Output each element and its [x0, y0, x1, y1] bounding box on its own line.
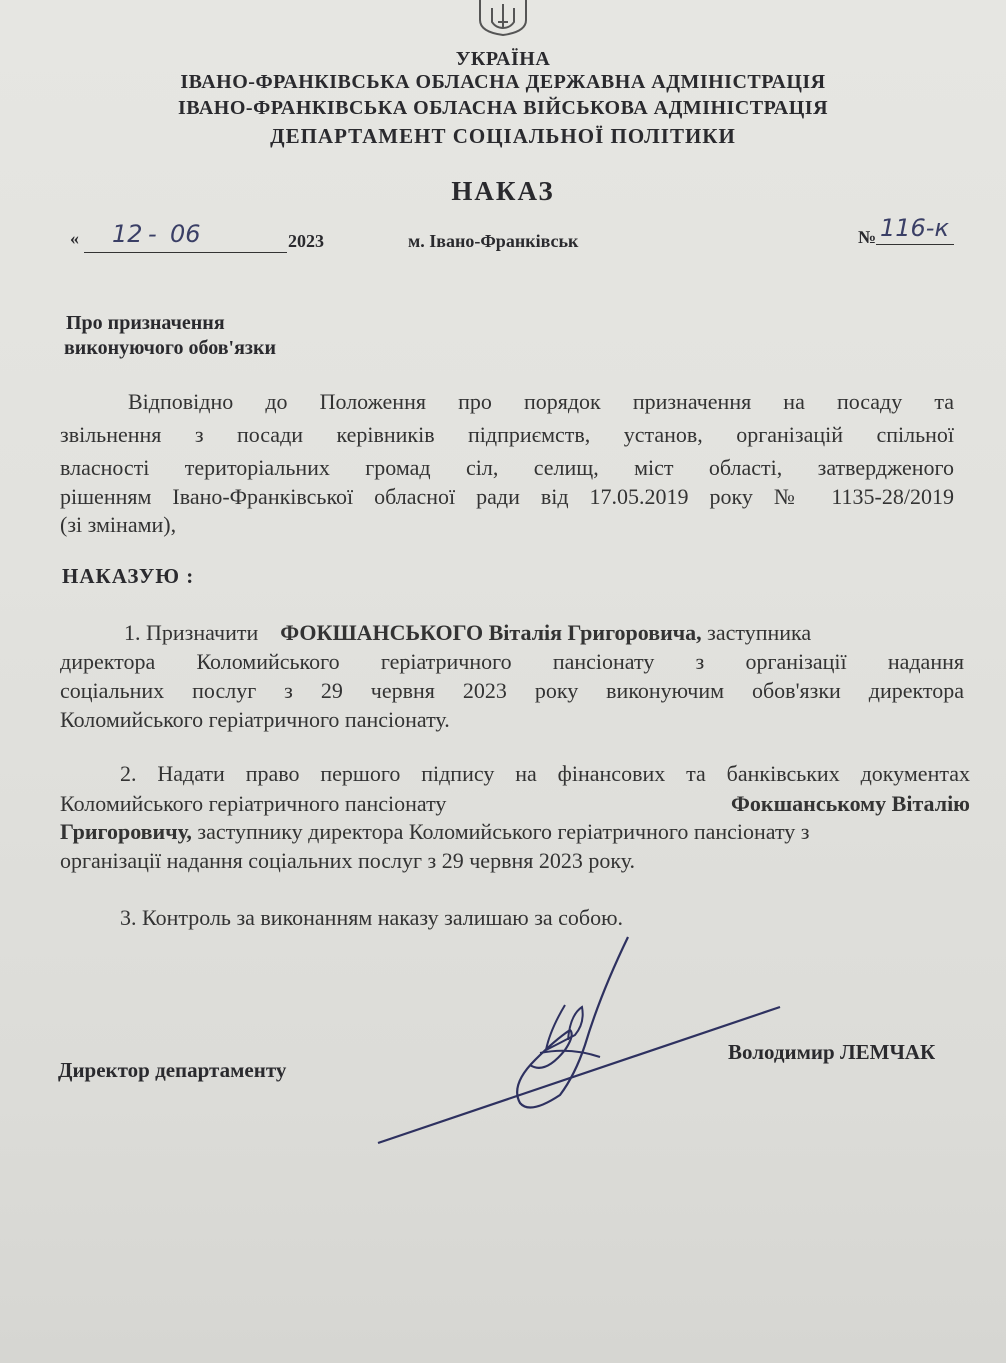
item-2-line-1: 2. Надати право першого підпису на фінансових та банківських документах	[120, 761, 970, 786]
number-prefix: №	[858, 227, 877, 247]
subject-line-2: виконуючого обов'язки	[64, 337, 276, 359]
item-3: 3. Контроль за виконанням наказу залишаю за собою.	[120, 905, 624, 930]
date-day: 12	[112, 220, 143, 248]
item-2-line-2: Коломийського геріатричного пансіонату Фокшанському Віталію	[60, 791, 970, 816]
preamble-line-1: Відповідно до Положення про порядок призначення на посаду та	[128, 389, 954, 414]
appointee-name: ФОКШАНСЬКОГО Віталія Григоровича,	[280, 620, 702, 645]
item-2-line-3: Григоровичу, заступнику директора Коломийського геріатричного пансіонату з	[60, 819, 810, 844]
item-1-line-3: соціальних послуг з 29 червня 2023 року виконуючим обов'язки директора	[60, 678, 964, 703]
date-quote: «	[70, 228, 79, 248]
signer-position: Директор департаменту	[58, 1058, 287, 1082]
order-word: НАКАЗУЮ :	[62, 564, 195, 588]
item-1-line-1: 1. Призначити ФОКШАНСЬКОГО Віталія Григоровича, заступника	[124, 620, 812, 645]
org-line-state-admin: ІВАНО-ФРАНКІВСЬКА ОБЛАСНА ДЕРЖАВНА АДМІНІСТРАЦІЯ	[180, 71, 826, 93]
item-2-line-4: організації надання соціальних послуг з 29 червня 2023 року.	[60, 848, 636, 873]
preamble-line-3: власності територіальних громад сіл, селищ, міст області, затвердженого	[60, 455, 954, 480]
org-line-military-admin: ІВАНО-ФРАНКІВСЬКА ОБЛАСНА ВІЙСЬКОВА АДМІНІСТРАЦІЯ	[177, 97, 829, 119]
document-page: УКРАЇНА ІВАНО-ФРАНКІВСЬКА ОБЛАСНА ДЕРЖАВНА АДМІНІСТРАЦІЯ ІВАНО-ФРАНКІВСЬКА ОБЛАСНА ВІЙСЬКОВА АДМІНІСТРАЦІЯ ДЕПАРТАМЕНТ СОЦІАЛЬНОЇ ПОЛІТИКИ НАКАЗ « 12 - 06 2023 м. Івано-Франківськ № 116-к Про призначення виконуючого обов'язки Відповідно до Положення про порядок призначення на посаду та звільнення з посади керівників підприємств, установ, організацій спільної власності територіальних громад сіл, селищ, міст області, затвердженого рішенням Івано-Франківської обласної ради від 17.05.2019 року № 1135-28/2019 (зі змінами), НАКАЗУЮ : 1. Призначити ФОКШАНСЬКОГО Віталія Григоровича, заступника директора Коломийського геріатричного пансіонату з організації надання соціальних послуг з 29 червня 2023 року виконуючим обов'язки директора Коломийського геріатричного пансіонату. 2. Надати право першого підпису на фінансових та банківських документах Коломийського геріатричного пансіонату Фокшанському Віталію Григоровичу, заступнику директора Коломийського геріатричного пансіонату з організації надання соціальних послуг з 29 червня 2023 року. 3. Контроль за виконанням наказу залишаю за собою. Директор департаменту Володимир ЛЕМЧАК	[0, 0, 1006, 1363]
preamble-line-2: звільнення з посади керівників підприємств, установ, організацій спільної	[60, 422, 954, 447]
country-name: УКРАЇНА	[455, 48, 551, 70]
preamble-line-4: рішенням Івано-Франківської обласної ради від 17.05.2019 року № 1135-28/2019	[60, 484, 954, 509]
subject-line-1: Про призначення	[66, 312, 225, 334]
signer-name: Володимир ЛЕМЧАК	[728, 1040, 936, 1064]
item-1-line-4: Коломийського геріатричного пансіонату.	[60, 707, 450, 732]
date-month: 06	[170, 220, 201, 248]
department-name: ДЕПАРТАМЕНТ СОЦІАЛЬНОЇ ПОЛІТИКИ	[270, 124, 736, 148]
item-1-line-2: директора Коломийського геріатричного пансіонату з організації надання	[60, 649, 964, 674]
date-year: 2023	[288, 231, 324, 251]
preamble-line-5: (зі змінами),	[60, 512, 177, 537]
handwritten-signature	[370, 935, 790, 1150]
city: м. Івано-Франківськ	[408, 231, 579, 251]
order-number: 116-к	[880, 214, 949, 242]
coat-of-arms-icon	[474, 0, 532, 36]
document-title: НАКАЗ	[451, 176, 555, 206]
